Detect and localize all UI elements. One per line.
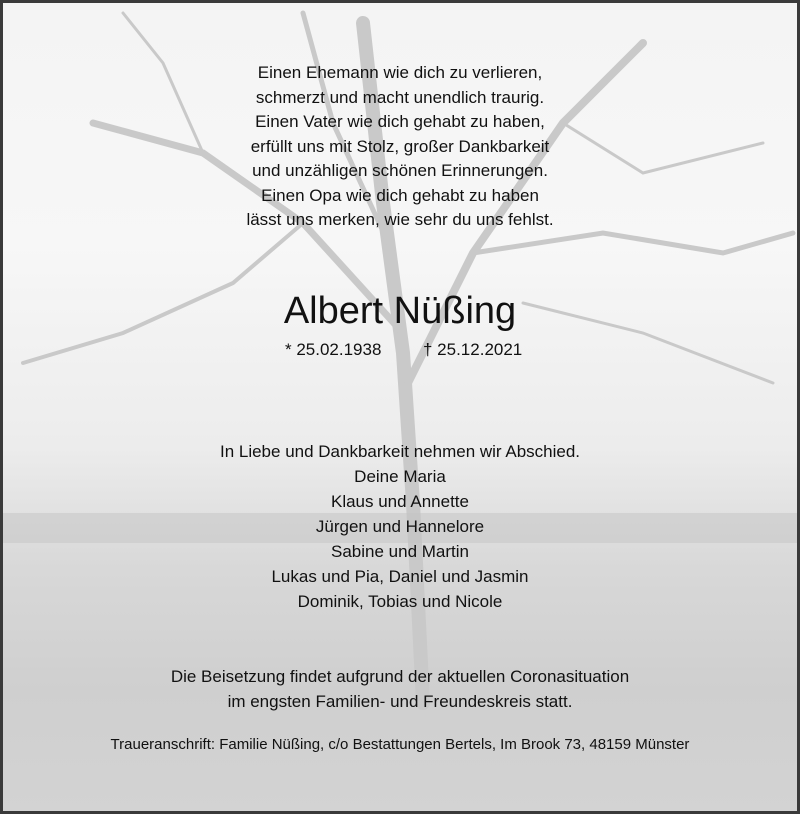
birth-date: * 25.02.1938	[285, 340, 382, 359]
poem-line: Einen Vater wie dich gehabt zu haben,	[255, 112, 545, 131]
burial-line: Die Beisetzung findet aufgrund der aktuellen Coronasituation	[170, 667, 630, 686]
burial-notice	[3, 665, 797, 714]
poem-line: lässt uns merken, wie sehr du uns fehlst.	[246, 210, 554, 229]
mourning-address: Traueranschrift: Familie Nüßing, c/o Bestattungen Bertels, Im Brook 73, 48159 Münster	[110, 736, 690, 753]
poem-line: erfüllt uns mit Stolz, großer Dankbarkeit	[250, 136, 550, 156]
family-line: Lukas und Pia, Daniel und Jasmin	[271, 567, 529, 586]
poem-line: und unzähligen schönen Erinnerungen.	[252, 161, 548, 180]
poem	[3, 61, 797, 233]
burial-line: im engsten Familien- und Freundeskreis statt.	[227, 691, 573, 711]
poem-line: schmerzt und macht unendlich traurig.	[255, 87, 545, 107]
poem-line: Einen Ehemann wie dich zu verlieren,	[257, 63, 543, 82]
family-line: Sabine und Martin	[331, 542, 469, 561]
family-line: Deine Maria	[354, 467, 446, 486]
family-line: Jürgen und Hannelore	[315, 517, 485, 536]
family-list	[3, 439, 797, 614]
family-line: Klaus und Annette	[330, 492, 469, 511]
family-line: Dominik, Tobias und Nicole	[297, 592, 503, 611]
poem-line: Einen Opa wie dich gehabt zu haben	[261, 185, 539, 205]
deceased-name: Albert Nüßing	[283, 290, 517, 332]
death-date: † 25.12.2021	[423, 340, 523, 359]
family-line: In Liebe und Dankbarkeit nehmen wir Abschied.	[219, 442, 581, 461]
